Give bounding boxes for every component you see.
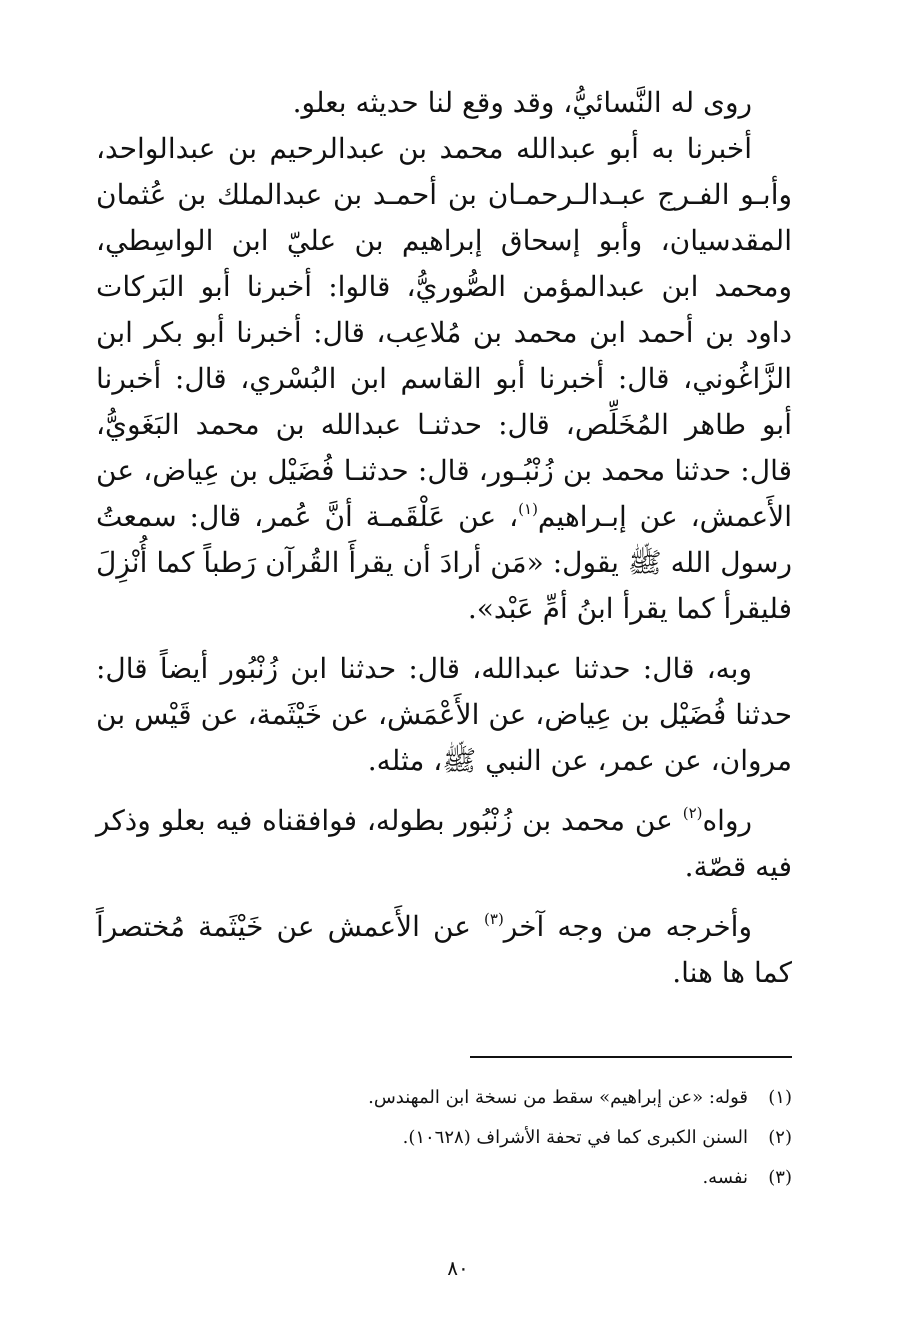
paragraph-text: وأخرجه من وجه آخر <box>503 910 752 943</box>
footnote-ref-2[interactable]: (٢) <box>682 804 703 822</box>
footnote-number: (١) <box>768 1087 792 1108</box>
paragraph-3 <box>96 646 792 784</box>
paragraph-text: رواه <box>702 804 752 837</box>
page-number: ٨٠ <box>447 1256 469 1280</box>
paragraph-4 <box>96 798 792 890</box>
paragraph-2 <box>96 126 792 632</box>
footnote-number: (٣) <box>768 1167 792 1188</box>
footnote-item <box>96 1078 792 1118</box>
paragraph-text-continued: ، عن عَلْقَمـة أنَّ عُمر، قال: سمعتُ رسول الله ﷺ يقول: «مَن أرادَ أن يقرأَ القُرآن رَطباً كما أُنْزِلَ فليقرأ كما يقرأ ابنُ أمِّ عَبْد». <box>96 500 792 625</box>
footnote-text: السنن الكبرى كما في تحفة الأشراف (١٠٦٢٨). <box>402 1127 748 1148</box>
paragraph-5 <box>96 904 792 996</box>
paragraph-text-continued: عن الأَعمش عن خَيْثَمة مُختصراً كما ها هنا. <box>96 910 792 989</box>
footnotes <box>96 1078 792 1198</box>
footnote-item <box>96 1158 792 1198</box>
footnote-divider <box>470 1056 792 1058</box>
main-text <box>96 80 792 996</box>
footnote-ref-1[interactable]: (١) <box>518 500 538 518</box>
footnote-ref-3[interactable]: (٣) <box>484 910 504 928</box>
footnote-text: نفسه. <box>702 1167 748 1188</box>
footnote-number: (٢) <box>768 1127 792 1148</box>
paragraph-text: وبه، قال: حدثنا عبدالله، قال: حدثنا ابن زُنْبُور أيضاً قال: حدثنا فُضَيْل بن عِياض، عن الأَعْمَش، عن خَيْثَمة، عن قَيْس بن مروان، عن عمر، عن النبي ﷺ، مثله. <box>96 652 792 777</box>
paragraph-1 <box>96 80 792 126</box>
paragraph-text: روى له النَّسائيُّ، وقد وقع لنا حديثه بعلو. <box>292 86 752 119</box>
footnote-text: قوله: «عن إبراهيم» سقط من نسخة ابن المهندس. <box>368 1087 748 1108</box>
footnote-item <box>96 1118 792 1158</box>
paragraph-text: أخبرنا به أبو عبدالله محمد بن عبدالرحيم بن عبدالواحد، وأبـو الفـرج عبـدالـرحمـان بن أحمـد بن عبدالملك بن عُثمان المقدسيان، وأبو إسحاق إبراهيم بن عليّ ابن الواسِطي، ومحمد ابن عبدالمؤمن الصُّوريُّ، قالوا: أخبرنا أبو البَركات داود بن أحمد ابن محمد بن مُلاعِب، قال: أخبرنا أبو بكر ابن الزَّاغُوني، قال: أخبرنا أبو القاسم ابن البُسْري، قال: أخبرنا أبو طاهر المُخَلِّص، قال: حدثنـا عبدالله بن محمد البَغَويُّ، قال: حدثنا محمد بن زُنْبُـور، قال: حدثنـا فُضَيْل بن عِياض، عن الأَعمش، عن إبـراهيم <box>96 132 792 533</box>
paragraph-text-continued: عن محمد بن زُنْبُور بطوله، فوافقناه فيه بعلو وذكر فيه قصّة. <box>96 804 792 883</box>
